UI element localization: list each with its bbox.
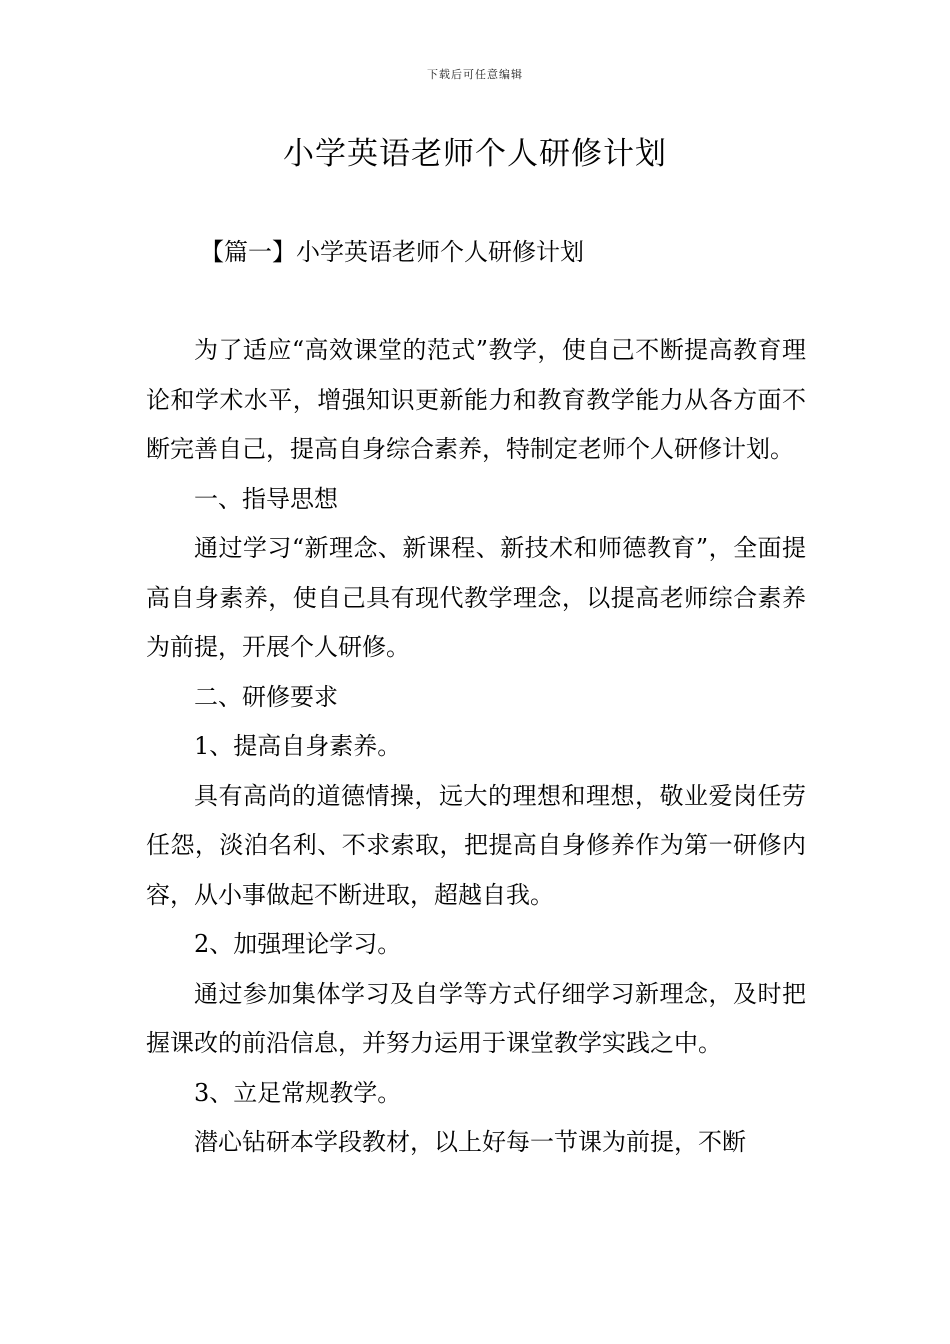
subheading-improve-quality: 1、提高自身素养。	[194, 732, 402, 760]
subheading-regular-teaching: 3、立足常规教学。	[194, 1078, 402, 1107]
header-note: 下载后可任意编辑	[427, 68, 523, 81]
intro-paragraph: 为了适应“高效课堂的范式”教学，使自己不断提高教育理论和学术水平，增强知识更新能力和教育教学能力从各方面不断完善自己，提高自身综合素养，特制定老师个人研修计划。	[146, 336, 806, 463]
regular-teaching-paragraph: 潜心钻研本学段教材，以上好每一节课为前提，不断	[194, 1128, 746, 1156]
heading-study-requirements: 二、研修要求	[194, 682, 338, 711]
document-title: 小学英语老师个人研修计划	[283, 136, 667, 172]
theory-study-paragraph: 通过参加集体学习及自学等方式仔细学习新理念，及时把握课改的前沿信息，并努力运用于课堂教学实践之中。	[146, 979, 806, 1057]
subheading-theory-study: 2、加强理论学习。	[194, 930, 402, 958]
document-body	[146, 326, 806, 1168]
section-title: 【篇一】小学英语老师个人研修计划	[200, 238, 584, 266]
improve-quality-paragraph: 具有高尚的道德情操，远大的理想和理想，敬业爱岗任劳任怨，淡泊名利、不求索取，把提高自身修养作为第一研修内容，从小事做起不断进取，超越自我。	[146, 781, 806, 909]
heading-guiding-ideology: 一、指导思想	[194, 484, 338, 513]
guiding-ideology-paragraph: 通过学习“新理念、新课程、新技术和师德教育”，全面提高自身素养，使自己具有现代教学理念，以提高老师综合素养为前提，开展个人研修。	[146, 534, 806, 661]
